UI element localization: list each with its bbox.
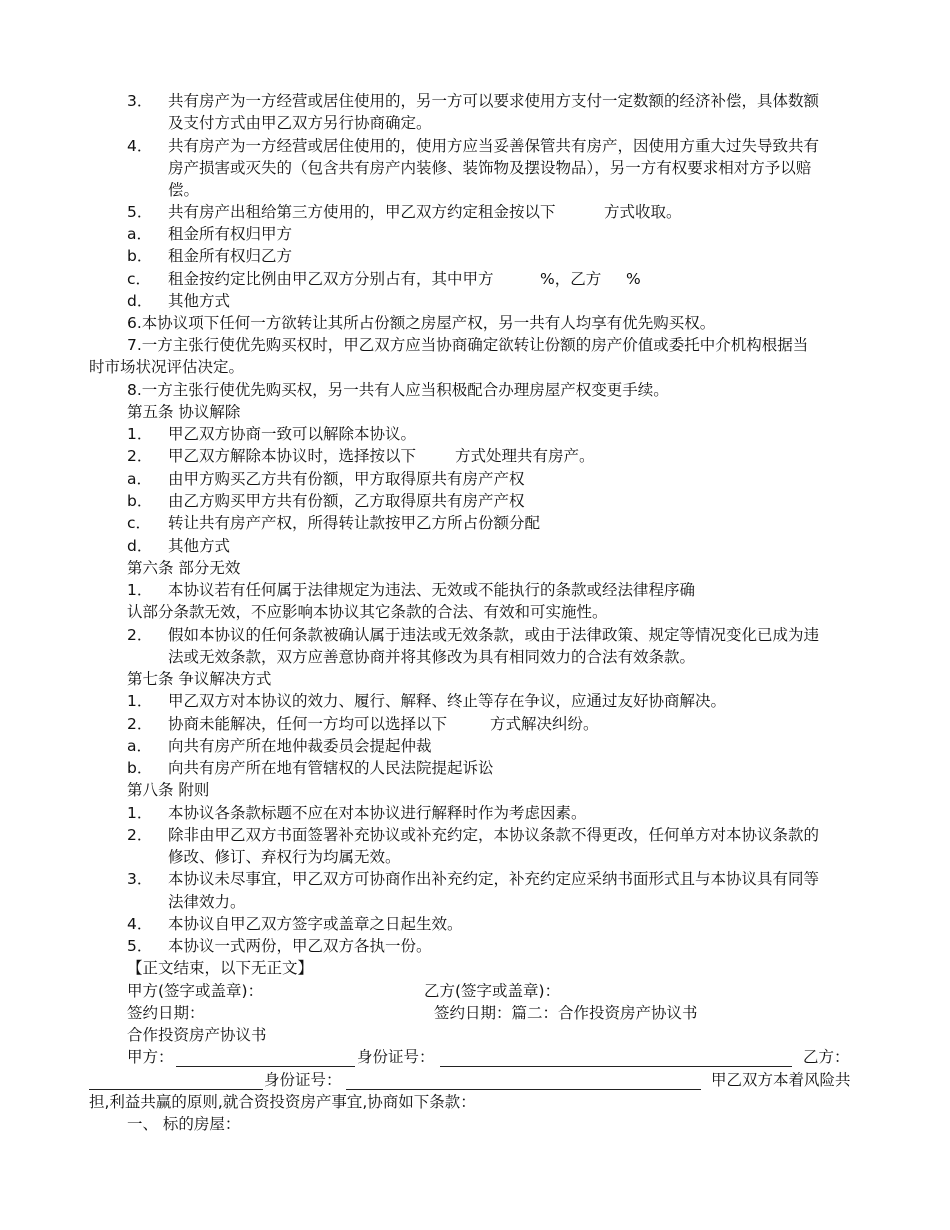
paragraph-line: 法律效力。 bbox=[168, 893, 246, 911]
option-text: % bbox=[626, 270, 641, 288]
item-number: 4． bbox=[127, 915, 153, 933]
clause-heading: 一、 标的房屋： bbox=[127, 1115, 241, 1133]
paragraph-line: 协商未能解决，任何一方均可以选择以下 bbox=[168, 715, 448, 733]
paragraph-line: 方式收取。 bbox=[604, 203, 682, 221]
paragraph-line: 6.本协议项下任何一方欲转让其所占份额之房屋产权，另一共有人均享有优先购买权。 bbox=[127, 314, 716, 332]
option-text: 租金所有权归甲方 bbox=[168, 225, 293, 243]
option-letter: d． bbox=[127, 537, 153, 555]
party-b-blank[interactable] bbox=[89, 1073, 263, 1090]
option-letter: a． bbox=[127, 470, 152, 488]
party-b-label: 乙方： bbox=[803, 1048, 850, 1066]
paragraph-line: 法或无效条款，双方应善意协商并将其修改为具有相同效力的合法有效条款。 bbox=[168, 648, 696, 666]
option-letter: b． bbox=[127, 492, 153, 510]
option-text: 向共有房产所在地有管辖权的人民法院提起诉讼 bbox=[168, 759, 494, 777]
paragraph-line: 认部分条款无效，不应影响本协议其它条款的合法、有效和可实施性。 bbox=[127, 603, 608, 621]
item-number: 1． bbox=[127, 692, 153, 710]
item-number: 1． bbox=[127, 581, 153, 599]
paragraph-line: 本协议自甲乙双方签字或盖章之日起生效。 bbox=[168, 915, 463, 933]
section-heading: 第五条 协议解除 bbox=[127, 403, 241, 421]
paragraph-line: 共有房产出租给第三方使用的，甲乙双方约定租金按以下 bbox=[168, 203, 556, 221]
option-letter: d． bbox=[127, 292, 153, 310]
id-b-blank[interactable] bbox=[346, 1073, 701, 1090]
paragraph-line: 甲乙双方解除本协议时，选择按以下 bbox=[168, 447, 417, 465]
option-text: 由乙方购买甲方共有份额，乙方取得原共有房产产权 bbox=[168, 492, 525, 510]
paragraph-line: 及支付方式由甲乙双方另行协商确定。 bbox=[168, 114, 432, 132]
item-number: 5． bbox=[127, 937, 153, 955]
option-text: 由甲方购买乙方共有份额，甲方取得原共有房产产权 bbox=[168, 470, 525, 488]
paragraph-line: 担,利益共赢的原则,就合资投资房产事宜,协商如下条款： bbox=[89, 1093, 476, 1111]
paragraph-line: 7.一方主张行使优先购买权时，甲乙双方应当协商确定欲转让份额的房产价值或委托中介机构根据当 bbox=[127, 336, 809, 354]
signature-party-b: 乙方(签字或盖章)： bbox=[424, 982, 561, 1000]
id-b-label: 身份证号： bbox=[264, 1071, 342, 1089]
item-number: 2． bbox=[127, 447, 153, 465]
id-a-label: 身份证号： bbox=[357, 1048, 435, 1066]
option-text: 其他方式 bbox=[168, 292, 231, 310]
option-text: 转让共有房产产权，所得转让款按甲乙方所占份额分配 bbox=[168, 514, 541, 532]
paragraph-line: 共有房产为一方经营或居住使用的，另一方可以要求使用方支付一定数额的经济补偿，具体数额 bbox=[168, 92, 820, 110]
party-a-label: 甲方： bbox=[127, 1048, 174, 1066]
paragraph-line: 共有房产为一方经营或居住使用的，使用方应当妥善保管共有房产，因使用方重大过失导致共有 bbox=[168, 137, 820, 155]
item-number: 3． bbox=[127, 870, 153, 888]
paragraph-line: 方式处理共有房产。 bbox=[455, 447, 595, 465]
paragraph-line: 甲乙双方对本协议的效力、履行、解释、终止等存在争议，应通过友好协商解决。 bbox=[168, 692, 727, 710]
item-number: 3． bbox=[127, 92, 153, 110]
option-letter: c． bbox=[127, 270, 152, 288]
end-note: 【正文结束，以下无正文】 bbox=[127, 959, 314, 977]
item-number: 1． bbox=[127, 804, 153, 822]
id-a-blank[interactable] bbox=[440, 1050, 792, 1067]
paragraph-line: 假如本协议的任何条款被确认属于违法或无效条款，或由于法律政策、规定等情况变化已成为违 bbox=[168, 626, 820, 644]
paragraph-line: 房产损害或灭失的（包含共有房产内装修、装饰物及摆设物品），另一方有权要求相对方予以赔 bbox=[168, 159, 812, 177]
option-letter: a． bbox=[127, 225, 152, 243]
option-text: %，乙方 bbox=[540, 270, 602, 288]
paragraph-line: 甲乙双方协商一致可以解除本协议。 bbox=[168, 425, 417, 443]
item-number: 2． bbox=[127, 626, 153, 644]
paragraph-line: 本协议未尽事宜，甲乙双方可协商作出补充约定，补充约定应采纳书面形式且与本协议具有同等 bbox=[168, 870, 820, 888]
paragraph-line: 偿。 bbox=[168, 181, 200, 199]
paragraph-line: 甲乙双方本着风险共 bbox=[711, 1071, 851, 1089]
section-heading: 第八条 附则 bbox=[127, 781, 210, 799]
section-heading: 第六条 部分无效 bbox=[127, 559, 241, 577]
item-number: 1． bbox=[127, 425, 153, 443]
option-letter: b． bbox=[127, 759, 153, 777]
option-letter: c． bbox=[127, 514, 152, 532]
party-a-blank[interactable] bbox=[176, 1050, 355, 1067]
paragraph-line: 本协议各条款标题不应在对本协议进行解释时作为考虑因素。 bbox=[168, 804, 587, 822]
option-text: 其他方式 bbox=[168, 537, 231, 555]
section-heading: 第七条 争议解决方式 bbox=[127, 670, 272, 688]
signature-party-a: 甲方(签字或盖章)： bbox=[127, 982, 264, 1000]
paragraph-line: 本协议若有任何属于法律规定为违法、无效或不能执行的条款或经法律程序确 bbox=[168, 581, 696, 599]
option-text: 租金按约定比例由甲乙双方分别占有，其中甲方 bbox=[168, 270, 494, 288]
paragraph-line: 除非由甲乙双方书面签署补充协议或补充约定，本协议条款不得更改，任何单方对本协议条款的 bbox=[168, 826, 820, 844]
option-text: 向共有房产所在地仲裁委员会提起仲裁 bbox=[168, 737, 432, 755]
option-text: 租金所有权归乙方 bbox=[168, 247, 293, 265]
paragraph-line: 方式解决纠纷。 bbox=[490, 715, 599, 733]
sign-date-a: 签约日期： bbox=[127, 1004, 205, 1022]
paragraph-line: 8.一方主张行使优先购买权，另一共有人应当积极配合办理房屋产权变更手续。 bbox=[127, 381, 669, 399]
paragraph-line: 时市场状况评估决定。 bbox=[89, 358, 245, 376]
option-letter: b． bbox=[127, 247, 153, 265]
option-letter: a． bbox=[127, 737, 152, 755]
item-number: 4． bbox=[127, 137, 153, 155]
item-number: 2． bbox=[127, 715, 153, 733]
paragraph-line: 修改、修订、弃权行为均属无效。 bbox=[168, 848, 401, 866]
document-title: 合作投资房产协议书 bbox=[127, 1026, 267, 1044]
item-number: 5． bbox=[127, 203, 153, 221]
sign-date-b: 签约日期：篇二：合作投资房产协议书 bbox=[434, 1004, 698, 1022]
paragraph-line: 本协议一式两份，甲乙双方各执一份。 bbox=[168, 937, 432, 955]
item-number: 2． bbox=[127, 826, 153, 844]
